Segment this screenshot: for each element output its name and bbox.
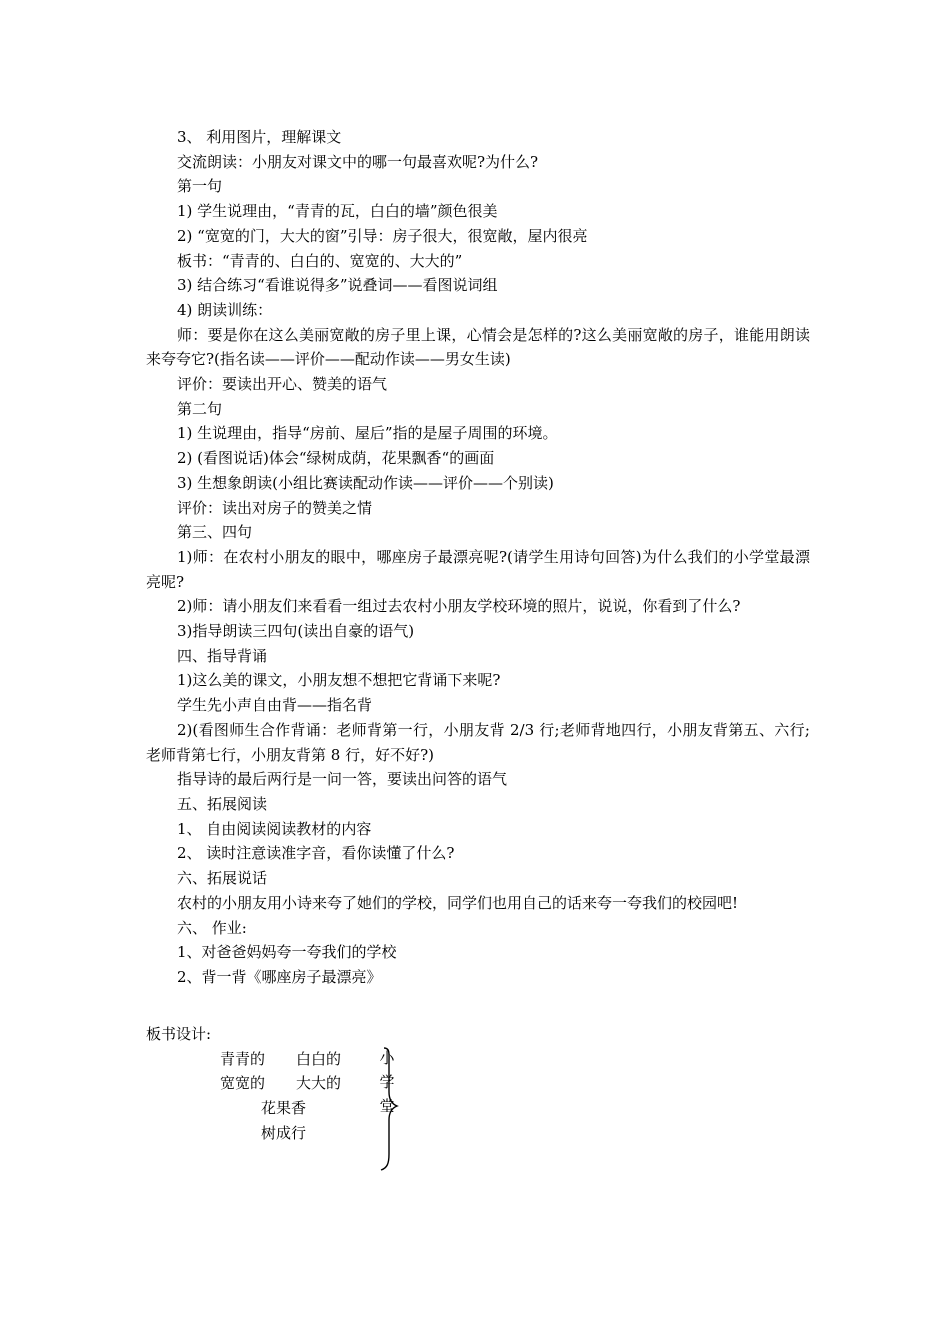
text-line: 评价：读出对房子的赞美之情 <box>177 498 373 517</box>
text-line: 3)指导朗读三四句(读出自豪的语气) <box>177 622 415 641</box>
text-line: 2)师：请小朋友们来看看一组过去农村小朋友学校环境的照片，说说，你看到了什么? <box>177 597 741 616</box>
text-paragraph: 2)(看图师生合作背诵：老师背第一行，小朋友背 2/3 行;老师背地四行，小朋友背第五、六行;老师背第七行，小朋友背第 8 行，好不好?) <box>146 720 810 764</box>
text-line: 2) (看图说话)体会“绿树成荫，花果飘香“的画面 <box>177 449 495 468</box>
text-line: 指导诗的最后两行是一问一答，要读出问答的语气 <box>177 770 508 789</box>
text-line: 1、 自由阅读阅读教材的内容 <box>177 819 372 838</box>
board-vertical-char: 学 <box>379 1073 395 1091</box>
text-line: 1) 学生说理由，“青青的瓦，白白的墙”颜色很美 <box>177 202 498 221</box>
board-word-shucheng: 树成行 <box>261 1124 307 1142</box>
board-word-qingqing: 青青的 <box>220 1050 266 1068</box>
board-vertical-char: 小 <box>379 1049 395 1067</box>
text-paragraph: 师：要是你在这么美丽宽敞的房子里上课，心情会是怎样的?这么美丽宽敞的房子，谁能用朗读来夸夸它?(指名读——评价——配动作读——男女生读) <box>146 325 810 369</box>
text-line: 五、拓展阅读 <box>177 794 268 813</box>
text-line: 农村的小朋友用小诗来夸了她们的学校，同学们也用自己的话来夸一夸我们的校园吧! <box>177 893 739 912</box>
text-line: 板书：“青青的、白白的、宽宽的、大大的” <box>177 251 463 270</box>
text-line: 第三、四句 <box>177 523 253 542</box>
board-word-baibai: 白白的 <box>296 1050 342 1068</box>
board-vertical-char: 堂 <box>379 1097 395 1115</box>
board-word-huaguo: 花果香 <box>261 1099 307 1117</box>
text-line: 第二句 <box>177 399 223 418</box>
board-word-dada: 大大的 <box>296 1074 342 1092</box>
text-line: 四、指导背诵 <box>177 646 268 665</box>
lesson-body <box>146 125 810 990</box>
text-line: 3、 利用图片，理解课文 <box>177 128 342 146</box>
text-line: 3) 生想象朗读(小组比赛读配动作读——评价——个别读) <box>177 473 554 492</box>
text-line: 六、 作业: <box>177 918 247 937</box>
board-word-kuankuan: 宽宽的 <box>220 1074 266 1092</box>
text-line: 1)这么美的课文，小朋友想不想把它背诵下来呢? <box>177 671 501 690</box>
text-line: 1、对爸爸妈妈夸一夸我们的学校 <box>177 943 397 962</box>
text-line: 1) 生说理由，指导“房前、屋后”指的是屋子周围的环境。 <box>177 424 558 443</box>
curly-brace-icon <box>370 1046 400 1172</box>
board-design-title: 板书设计: <box>146 1025 212 1043</box>
text-line: 4) 朗读训练： <box>177 300 273 319</box>
text-line: 交流朗读：小朋友对课文中的哪一句最喜欢呢?为什么? <box>177 152 539 171</box>
text-paragraph: 1)师：在农村小朋友的眼中，哪座房子最漂亮呢?(请学生用诗句回答)为什么我们的小学堂最漂亮呢? <box>146 547 810 591</box>
text-line: 学生先小声自由背——指名背 <box>177 696 373 715</box>
text-line: 评价：要读出开心、赞美的语气 <box>177 375 388 394</box>
text-line: 3) 结合练习“看谁说得多”说叠词——看图说词组 <box>177 276 498 295</box>
text-line: 六、拓展说话 <box>177 869 268 888</box>
text-line: 2) “宽宽的门，大大的窗”引导：房子很大，很宽敞，屋内很亮 <box>177 226 588 245</box>
text-line: 2、背一背《哪座房子最漂亮》 <box>177 967 382 986</box>
text-line: 第一句 <box>177 177 223 196</box>
text-line: 2、 读时注意读准字音，看你读懂了什么? <box>177 844 455 863</box>
